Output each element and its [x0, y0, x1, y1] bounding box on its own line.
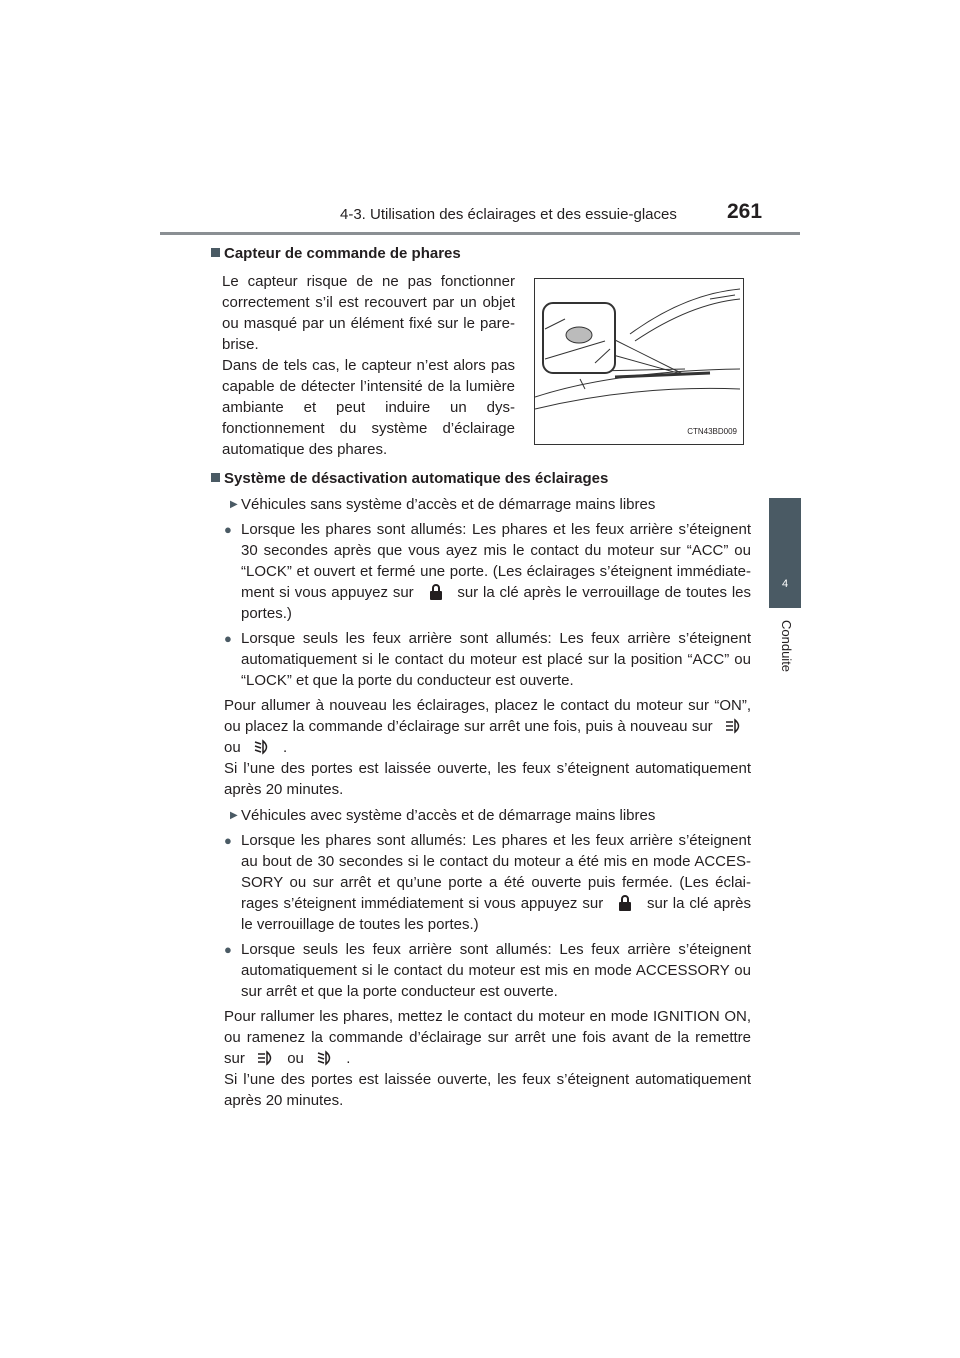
para-text: Pour rallumer les phares, mettez le contact du moteur en mode IGNITION ON, ou ramenez la commande d’éclairage sur arrêt une fois avant de la remettre sur	[224, 1008, 751, 1067]
sensor-section	[211, 271, 751, 460]
windshield-illustration	[535, 279, 743, 444]
page-number: 261	[727, 200, 763, 223]
subheading-without-smart-key: ▶ Véhicules sans système d’accès et de démarrage mains libres	[230, 494, 751, 515]
bullet-text: Lorsque les phares sont allumés: Les phares et les feux arrière s’éteignent au bout de 30 secondes si le contact du moteur a été mis en mode ACCES-SORY ou sur arrêt et qu’une porte a été ouverte puis fermée. (Les éclai-rages s’éteignent immédiatement si vous appuyez sur	[241, 832, 751, 912]
bullet-text-end: sur la clé après le verrouillage de toutes les portes.)	[241, 584, 752, 622]
list-item	[224, 519, 751, 624]
chapter-tab[interactable]	[769, 498, 801, 608]
high-beam-icon	[253, 739, 271, 755]
lock-icon	[427, 584, 445, 600]
subheading-with-smart-key: ▶ Véhicules avec système d’accès et de démarrage mains libres	[230, 805, 751, 826]
bullet-text-end: sur la clé après le verrouillage de toutes les portes.)	[241, 895, 751, 933]
paragraph: Si l’une des portes est laissée ouverte, les feux s’éteignent automatiquement après 20 minutes.	[224, 1071, 751, 1109]
para-text: Pour allumer à nouveau les éclairages, placez le contact du moteur sur “ON”, ou placez la commande d’éclairage sur arrêt une fois, puis à nouveau sur	[224, 697, 751, 735]
or-text: ou	[287, 1050, 304, 1067]
header-rule	[160, 232, 800, 235]
chapter-title: 4-3. Utilisation des éclairages et des essuie-glaces	[340, 206, 677, 223]
main-content	[211, 243, 751, 1111]
list-item: ● Lorsque seuls les feux arrière sont allumés: Les feux arrière s’éteignent automatiquement si le contact du moteur est mis en mode ACCESSORY ou sur arrêt et que la porte conducteur est ouverte.	[224, 939, 751, 1002]
section-heading-auto-off: Système de désactivation automatique des éclairages	[211, 468, 751, 489]
sensor-text	[211, 271, 515, 460]
bullet-text: Lorsque les phares sont allumés: Les phares et les feux arrière s’éteignent 30 secondes après que vous ayez mis le contact du moteur sur “ACC” ou “LOCK” et ouvert et fermé une porte. (Les éclairages s’éteignent immédiate-ment si vous appuyez sur	[241, 521, 751, 601]
para-end: .	[346, 1050, 351, 1067]
sensor-para-1: Le capteur risque de ne pas fonctionner correctement s’il est recouvert par un objet ou masqué par un élément fixé sur le pare-brise.	[222, 273, 515, 353]
windshield-sensor-figure	[534, 278, 744, 445]
paragraph: Si l’une des portes est laissée ouverte, les feux s’éteignent automatiquement après 20 minutes.	[224, 760, 751, 798]
sensor-para-2: Dans de tels cas, le capteur n’est alors pas capable de détecter l’intensité de la lumière ambiante et peut induire un dys-fonctionnement du système d’éclairage automatique des phares.	[222, 357, 515, 458]
headlight-icon	[257, 1050, 275, 1066]
list-item: ● Lorsque seuls les feux arrière sont allumés: Les feux arrière s’éteignent automatiquement si le contact du moteur est placé sur la position “ACC” ou “LOCK” et que la porte du conducteur est ouverte.	[224, 628, 751, 691]
lock-icon	[616, 895, 634, 911]
high-beam-icon	[316, 1050, 334, 1066]
figure-code: CTN43BD009	[687, 427, 737, 436]
paragraph	[224, 695, 751, 758]
paragraph	[224, 1006, 751, 1069]
section-heading-sensor: Capteur de commande de phares	[211, 243, 751, 264]
headlight-icon	[725, 718, 743, 734]
para-end: .	[283, 739, 288, 756]
or-text: ou	[224, 739, 241, 756]
list-item	[224, 830, 751, 935]
chapter-number: 4	[781, 578, 789, 590]
chapter-label: Conduite	[779, 620, 794, 673]
